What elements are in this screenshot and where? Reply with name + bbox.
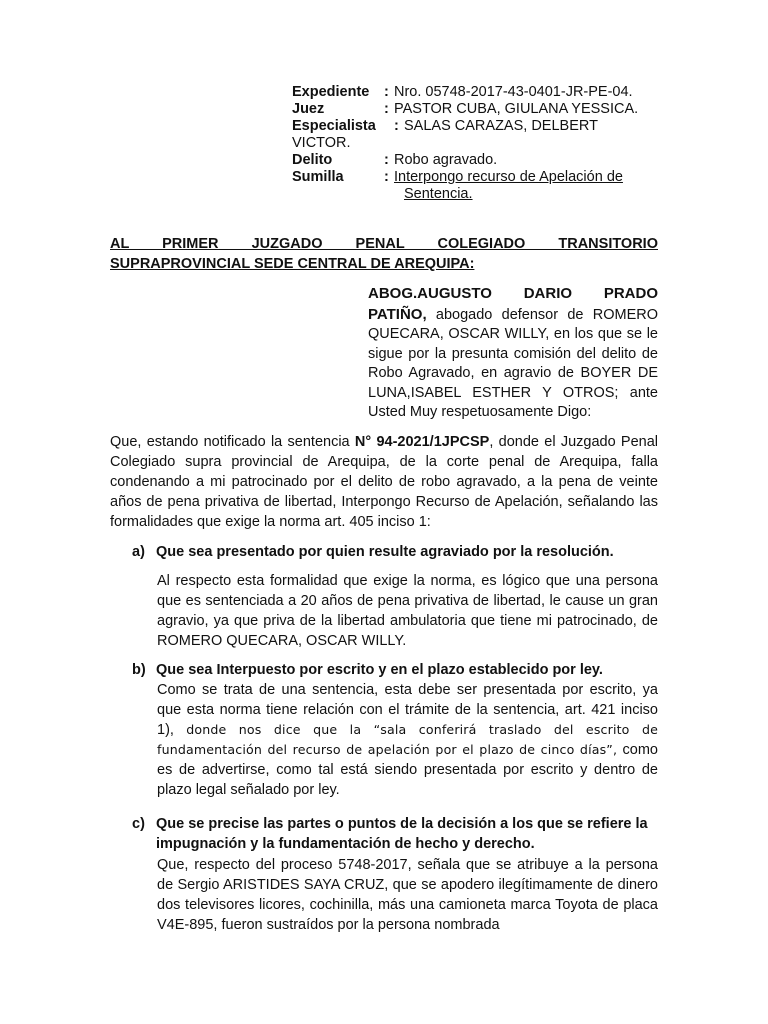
expediente-value: Nro. 05748-2017-43-0401-JR-PE-04. bbox=[394, 84, 633, 100]
item-a-marker: a) bbox=[132, 544, 145, 560]
especialista-label: Especialista bbox=[292, 118, 376, 134]
court-line-2: SUPRAPROVINCIAL SEDE CENTRAL DE AREQUIPA: bbox=[110, 256, 475, 272]
item-a-heading bbox=[132, 542, 662, 562]
item-c-heading-text: Que se precise las partes o puntos de la decisión a los que se refiere la impugnación y la fundamentación de hecho y derecho. bbox=[156, 816, 648, 852]
especialista-row bbox=[292, 118, 682, 135]
expediente-row bbox=[292, 84, 682, 101]
separator: : bbox=[384, 84, 389, 100]
petitioner-block bbox=[368, 284, 658, 423]
item-b-heading bbox=[132, 660, 662, 680]
sumilla-row bbox=[292, 169, 682, 186]
separator: : bbox=[384, 101, 389, 117]
item-b-marker: b) bbox=[132, 662, 146, 678]
court-addressee bbox=[110, 234, 658, 274]
especialista-value-cont: VICTOR. bbox=[292, 135, 351, 151]
item-a-heading-text: Que sea presentado por quien resulte agraviado por la resolución. bbox=[156, 544, 614, 560]
separator: : bbox=[384, 169, 389, 185]
petitioner-name: ABOG.AUGUSTO DARIO PRADO PATIÑO, bbox=[368, 285, 658, 323]
juez-row bbox=[292, 101, 682, 118]
delito-row bbox=[292, 152, 682, 169]
delito-value: Robo agravado. bbox=[394, 152, 498, 168]
case-header bbox=[292, 84, 682, 203]
sumilla-cont-wrap bbox=[292, 186, 473, 203]
intro-text-after: , donde el Juzgado Penal Colegiado supra provincial de Arequipa, de la corte penal de Arequipa, falla condenando a mi patrocinado por el delito de robo agravado, a la pena de veinte años de pena privativa de libertad, Interpongo Recurso de Apelación, señalando las formalidades que exige la norma art. 405 inciso 1: bbox=[110, 434, 659, 530]
sumilla-label: Sumilla bbox=[292, 169, 344, 185]
item-b-body-after: como es de advertirse, como tal está siendo presentada por escrito y dentro de plazo legal señalado por ley. bbox=[157, 742, 658, 798]
delito-label: Delito bbox=[292, 152, 333, 168]
petitioner-text: abogado defensor de ROMERO QUECARA, OSCAR WILLY, en los que se le sigue por la presunta comisión del delito de Robo Agravado, en agravio de BOYER DE LUNA,ISABEL ESTHER Y OTROS; ante Usted Muy respetuosamente Digo: bbox=[368, 306, 658, 420]
item-b-body-quote: donde nos dice que la “sala conferirá traslado del escrito de fundamentación del recurso de apelación por el plazo de cinco días”, bbox=[157, 722, 658, 757]
especialista-value: SALAS CARAZAS, DELBERT bbox=[404, 118, 598, 134]
intro-text-before: Que, estando notificado la sentencia bbox=[110, 434, 355, 450]
item-c-body: Que, respecto del proceso 5748-2017, señala que se atribuye a la persona de Sergio ARISTIDES SAYA CRUZ, que se apodero ilegítimamente de dinero dos televisores licores, cochinilla, más una camioneta marca Toyota de placa V4E-895, fueron sustraídos por la persona nombrada bbox=[157, 857, 658, 933]
expediente-label: Expediente bbox=[292, 84, 370, 100]
item-b-body-before: Como se trata de una sentencia, esta debe ser presentada por escrito, ya que esta norma tiene relación con el trámite de la sentencia, art. 421 inciso 1), bbox=[157, 682, 658, 738]
sumilla-value: Interpongo recurso de Apelación de bbox=[394, 169, 623, 185]
item-b-heading-text: Que sea Interpuesto por escrito y en el plazo establecido por ley. bbox=[156, 662, 603, 678]
sumilla-value-cont: Sentencia. bbox=[404, 186, 473, 202]
separator: : bbox=[384, 152, 389, 168]
sentence-number: N° 94-2021/1JPCSP bbox=[354, 434, 490, 450]
separator: : bbox=[394, 118, 399, 134]
item-a-body: Al respecto esta formalidad que exige la norma, es lógico que una persona que es sentenciada a 20 años de pena privativa de libertad, le cause un gran agravio, ya que priva de la libertad ambulatoria que tiene mi patrocinado, de ROMERO QUECARA, OSCAR WILLY. bbox=[157, 573, 658, 649]
intro-paragraph bbox=[110, 432, 658, 532]
court-line-1: AL PRIMER JUZGADO PENAL COLEGIADO TRANSITORIO bbox=[110, 236, 658, 252]
item-c-heading bbox=[132, 814, 652, 854]
juez-label: Juez bbox=[292, 101, 325, 117]
juez-value: PASTOR CUBA, GIULANA YESSICA. bbox=[394, 101, 639, 117]
item-c-marker: c) bbox=[132, 816, 145, 832]
item-b-body bbox=[157, 680, 658, 800]
